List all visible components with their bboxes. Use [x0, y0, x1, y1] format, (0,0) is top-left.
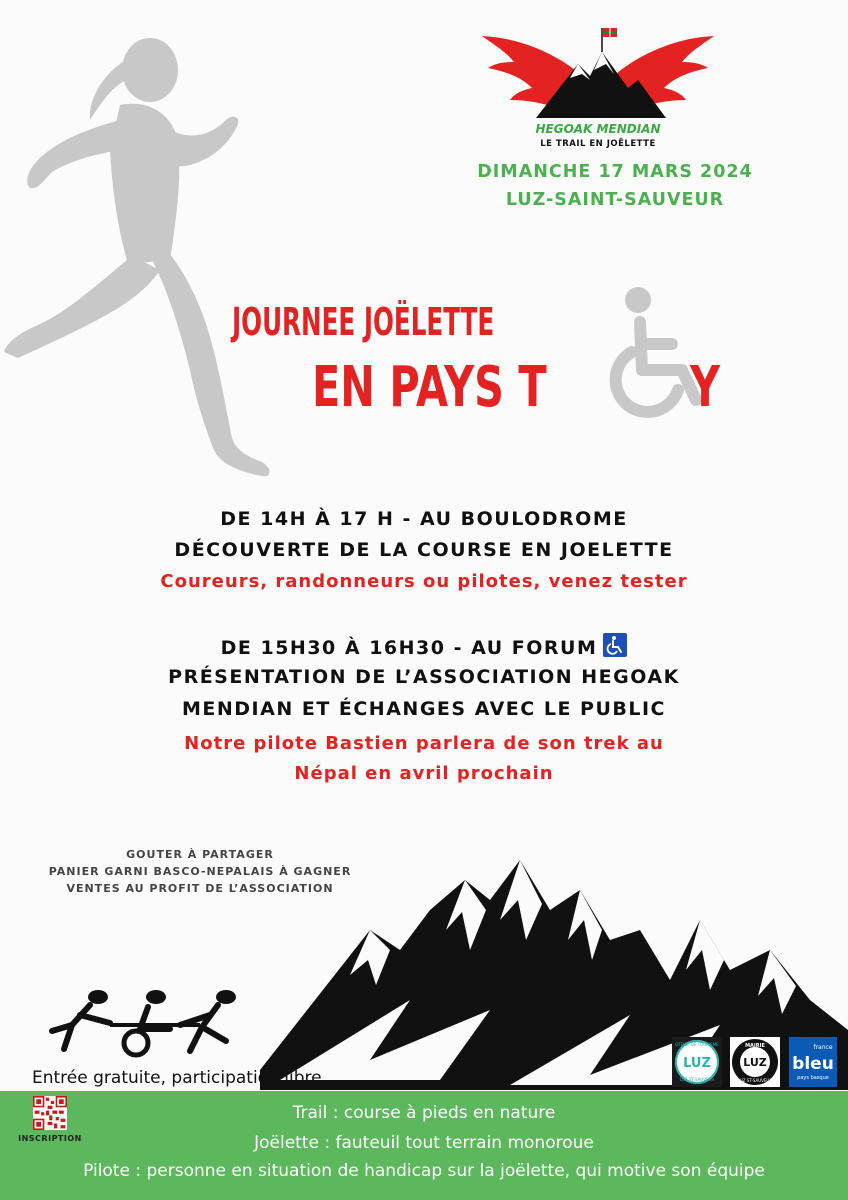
badge3-top: france — [813, 1044, 833, 1051]
france-bleu-badge — [789, 1037, 837, 1087]
free-entry-note: Entrée gratuite, participation libre — [32, 1068, 322, 1088]
title-line-2: EN PAYS T — [312, 355, 547, 420]
badge3-center: bleu — [792, 1054, 834, 1074]
badge2-center: LUZ — [743, 1056, 767, 1069]
program-2-time: DE 15H30 À 16H30 - AU FORUM — [220, 637, 598, 659]
extra-item: VENTES AU PROFIT DE L’ASSOCIATION — [66, 882, 334, 895]
logo-title: HEGOAK MENDIAN — [535, 122, 661, 136]
event-place: LUZ-SAINT-SAUVEUR — [505, 190, 725, 210]
event-date: DIMANCHE 17 MARS 2024 — [477, 162, 753, 182]
joelette-team-icon — [30, 985, 260, 1065]
logo-subtitle: LE TRAIL EN JOËLETTE — [540, 139, 656, 149]
accessibility-icon — [603, 633, 627, 657]
badge2-bottom: LUZ ST-SAUVEUR — [737, 1078, 773, 1083]
program-1-invitation: Coureurs, randonneurs ou pilotes, venez tester — [160, 571, 688, 592]
badge1-center: LUZ — [683, 1056, 711, 1071]
badge2-top: MAIRIE — [745, 1043, 765, 1049]
extra-item: PANIER GARNI BASCO-NEPALAIS À GAGNER — [48, 865, 352, 878]
qr-label: INSCRIPTION — [18, 1134, 82, 1143]
badge1-bottom: LUZ ST-SAUVEUR — [679, 1077, 715, 1082]
title-line-1: JOURNEE JOËLETTE — [232, 300, 495, 344]
program-2-presentation: PRÉSENTATION DE L’ASSOCIATION HEGOAK — [168, 666, 680, 688]
footer-definition-joelette: Joëlette : fauteuil tout terrain monoroue — [254, 1133, 594, 1153]
badge3-bottom: pays basque — [797, 1075, 829, 1081]
extra-item: GOUTER À PARTAGER — [126, 848, 274, 861]
office-tourisme-badge — [672, 1037, 722, 1087]
badge1-top: OFFICE DE TOURISME — [675, 1042, 719, 1047]
program-2-trek-line-1: Notre pilote Bastien parlera de son trek au — [184, 733, 664, 754]
runner-silhouette — [0, 20, 300, 490]
footer-definition-pilote: Pilote : personne en situation de handicap sur la joëlette, qui motive son équipe — [83, 1161, 765, 1181]
program-2-exchange: MENDIAN ET ÉCHANGES AVEC LE PUBLIC — [181, 698, 667, 720]
mairie-luz-badge — [730, 1037, 780, 1087]
title-line-2-end: Y — [690, 355, 721, 420]
program-1-activity: DÉCOUVERTE DE LA COURSE EN JOELETTE — [174, 539, 674, 561]
footer-definition-trail: Trail : course à pieds en nature — [292, 1103, 556, 1123]
program-2-time-row — [0, 633, 848, 659]
program-1-time: DE 14H À 17 H - AU BOULODROME — [220, 508, 628, 530]
program-2-trek-line-2: Népal en avril prochain — [294, 763, 554, 784]
